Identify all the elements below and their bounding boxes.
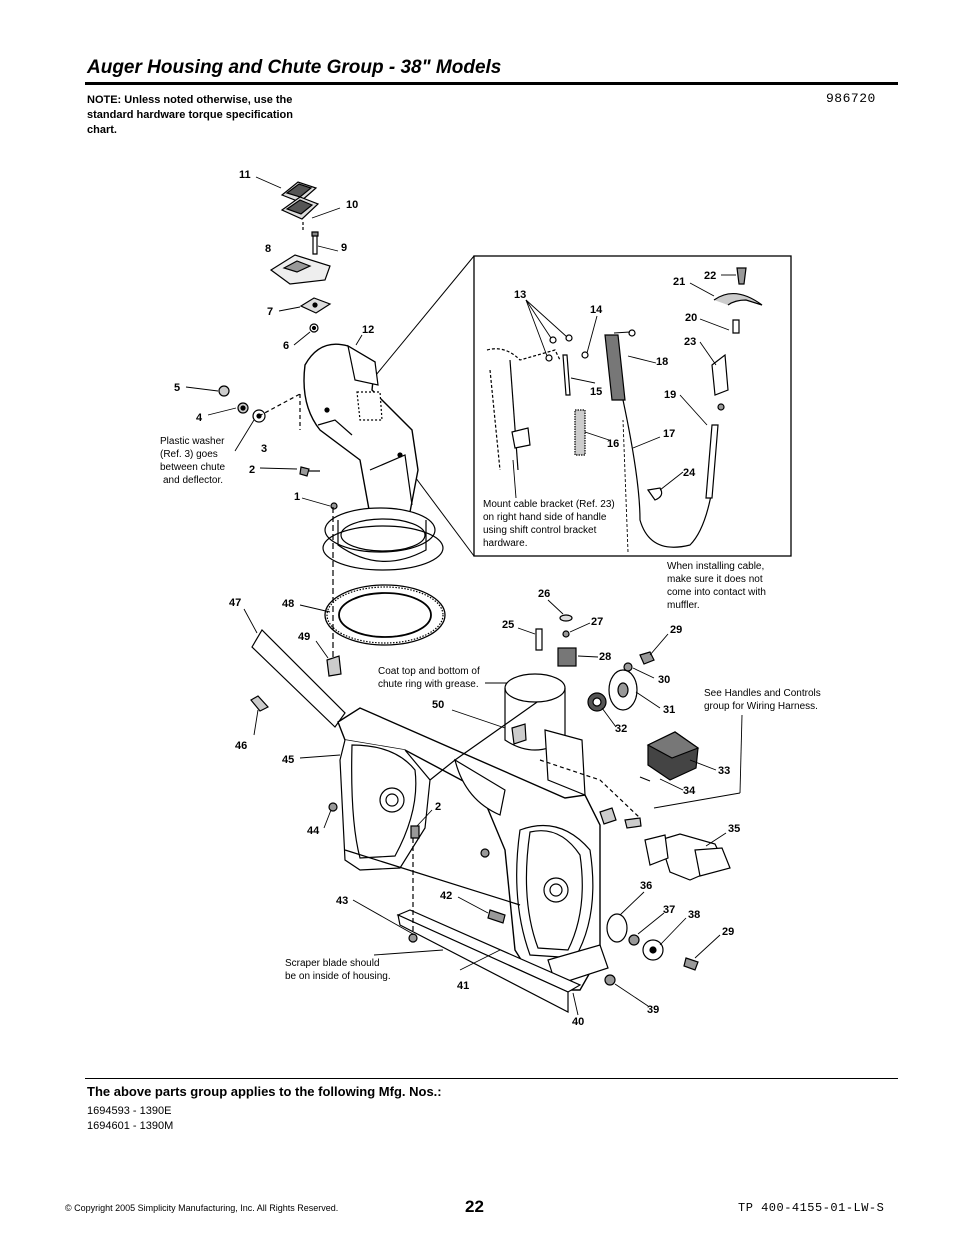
callout-14: 14: [590, 304, 603, 316]
callout-32: 32: [615, 723, 628, 735]
note-plastic-washer: Plastic washer (Ref. 3) goes between chute and deflector.: [160, 436, 226, 486]
callout-8: 8: [265, 243, 272, 255]
callout-35: 35: [728, 823, 741, 835]
callout-39: 39: [647, 1004, 660, 1016]
callout-9: 9: [341, 242, 348, 254]
torque-note: NOTE: Unless noted otherwise, use the standard hardware torque specification chart.: [87, 94, 293, 136]
callout-18: 18: [656, 356, 669, 368]
callout-47: 47: [229, 597, 242, 609]
mfg-number: 1694593 - 1390E: [87, 1105, 172, 1117]
chute-crank-bracket: [251, 630, 345, 727]
callout-27: 27: [591, 616, 604, 628]
note-scraper-blade: Scraper blade should be on inside of housing.: [285, 958, 391, 982]
callout-33: 33: [718, 765, 731, 777]
callout-48: 48: [282, 598, 295, 610]
callout-leaders: [186, 177, 742, 1015]
callout-7: 7: [267, 306, 274, 318]
callout-numbers: [174, 169, 740, 1028]
callout-21: 21: [673, 276, 686, 288]
callout-26: 26: [538, 588, 551, 600]
callout-6: 6: [283, 340, 290, 352]
callout-37: 37: [663, 904, 676, 916]
chute-upper: [304, 344, 418, 519]
deflector-hardware: [271, 182, 330, 332]
callout-19: 19: [664, 389, 677, 401]
callout-10: 10: [346, 199, 359, 211]
callout-23: 23: [684, 336, 697, 348]
mfg-applies-heading: The above parts group applies to the following Mfg. Nos.:: [87, 1084, 442, 1099]
callout-17: 17: [663, 428, 676, 440]
callout-12: 12: [362, 324, 375, 336]
note-coat-grease: Coat top and bottom of chute ring with grease.: [378, 666, 480, 690]
callout-15: 15: [590, 386, 603, 398]
note-mount-cable-bracket: Mount cable bracket (Ref. 23) on right hand side of handle using shift control bracket hardware.: [483, 499, 615, 549]
callout-42: 42: [440, 890, 453, 902]
callout-49: 49: [298, 631, 311, 643]
document-code: TP 400-4155-01-LW-S: [738, 1201, 885, 1215]
callout-41: 41: [457, 980, 470, 992]
copyright-notice: © Copyright 2005 Simplicity Manufacturing, Inc. All Rights Reserved.: [65, 1203, 339, 1213]
callout-34: 34: [683, 785, 696, 797]
callout-25: 25: [502, 619, 515, 631]
callout-28: 28: [599, 651, 612, 663]
callout-24: 24: [683, 467, 696, 479]
cable-detail-inset: [474, 256, 791, 556]
callout-11: 11: [239, 169, 251, 181]
callout-29b: 29: [722, 926, 735, 938]
mfg-number-list: [87, 1104, 173, 1134]
callout-4: 4: [196, 412, 203, 424]
callout-45: 45: [282, 754, 295, 766]
callout-40: 40: [572, 1016, 585, 1028]
callout-20: 20: [685, 312, 698, 324]
callout-2b: 2: [435, 801, 442, 813]
callout-36: 36: [640, 880, 653, 892]
drawing-number: 986720: [826, 91, 876, 106]
chute-base-ring: [323, 508, 443, 570]
callout-22: 22: [704, 270, 717, 282]
callout-2: 2: [249, 464, 256, 476]
mfg-number: 1694601 - 1390M: [87, 1120, 174, 1132]
callout-46: 46: [235, 740, 248, 752]
callout-13: 13: [514, 289, 527, 301]
callout-44: 44: [307, 825, 320, 837]
page-title: Auger Housing and Chute Group - 38" Models: [87, 57, 502, 78]
callout-1: 1: [294, 491, 301, 503]
footer-rule: [85, 1078, 898, 1079]
callout-29: 29: [670, 624, 683, 636]
note-installing-cable: When installing cable, make sure it does not come into contact with muffler.: [667, 561, 766, 611]
callout-30: 30: [658, 674, 671, 686]
callout-3: 3: [261, 443, 268, 455]
callout-5: 5: [174, 382, 181, 394]
callout-31: 31: [663, 704, 676, 716]
callout-43: 43: [336, 895, 349, 907]
callout-16: 16: [607, 438, 620, 450]
callout-50: 50: [432, 699, 445, 711]
callout-38: 38: [688, 909, 701, 921]
note-handles-controls: See Handles and Controls group for Wiring Harness.: [704, 688, 821, 712]
page-number: 22: [465, 1197, 484, 1216]
